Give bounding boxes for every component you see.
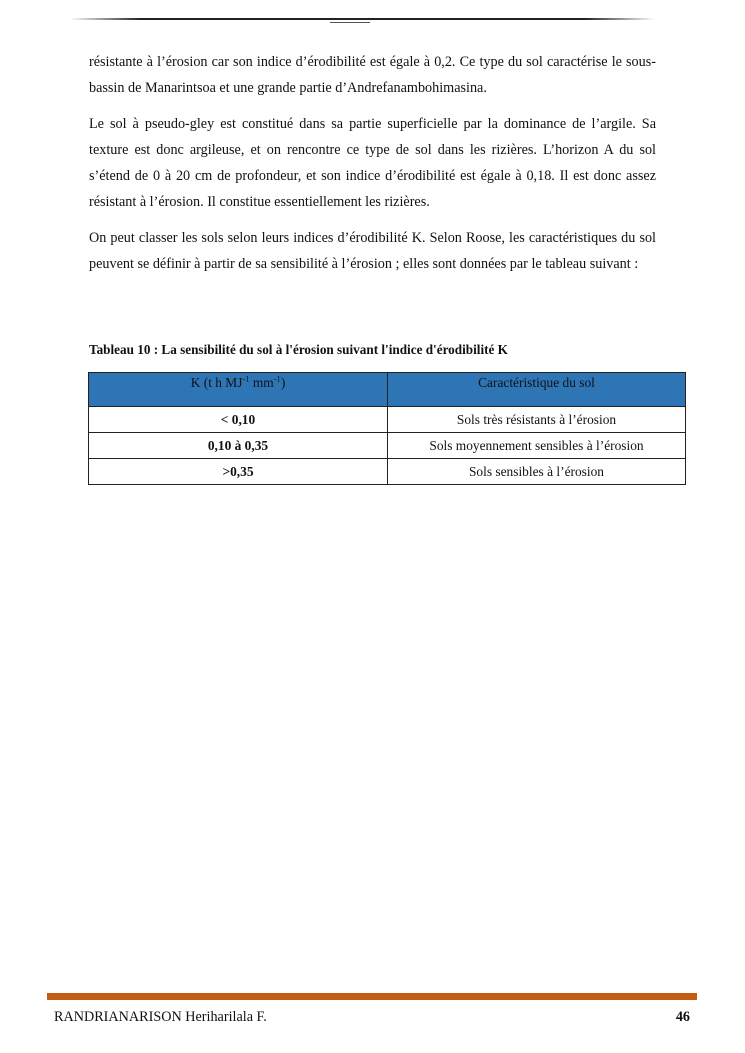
characteristic-cell: Sols moyennement sensibles à l’érosion (388, 433, 686, 459)
table-row (89, 433, 686, 459)
characteristic-cell: Sols sensibles à l’érosion (388, 459, 686, 485)
k-value-cell: 0,10 à 0,35 (89, 433, 388, 459)
header-k: K (t h $MJ^{-1}$ $mm^{-1}$) (89, 373, 388, 407)
footer-author: RANDRIANARISON Heriharilala F. (54, 1009, 267, 1025)
paragraph: Le sol à pseudo-gley est constitué dans sa partie superficielle par la dominance de l’argile. Sa texture est donc argileuse, et on rencontre ce type de sol dans les rizières. L’horizon A du sol s’étend de 0 à 20 cm de profondeur, et son indice d’érodibilité est égale à 0,18. Il est donc assez résistant à l’érosion. Il constitue essentiellement les rizières. (89, 116, 656, 210)
k-value-cell: >0,35 (89, 459, 388, 485)
paragraph: résistante à l’érosion car son indice d’érodibilité est égale à 0,2. Ce type du sol caractérise le sous-bassin de Manarintsoa et une grande partie d’Andrefanambohimasina. (89, 54, 656, 96)
characteristic-cell: Sols très résistants à l’érosion (388, 407, 686, 433)
erodibility-table (88, 372, 686, 485)
page-number: 46 (675, 1009, 690, 1025)
table-caption: Tableau 10 : La sensibilité du sol à l'érosion suivant l'indice d'érodibilité K (89, 342, 508, 357)
table-row (89, 459, 686, 485)
k-value-cell: < 0,10 (89, 407, 388, 433)
header-rule (70, 18, 655, 20)
footer-bar (47, 993, 697, 1000)
table-header-row (89, 373, 686, 407)
header-rule-accent (330, 22, 370, 23)
body-text (89, 49, 656, 287)
table-row (89, 407, 686, 433)
paragraph: On peut classer les sols selon leurs indices d’érodibilité K. Selon Roose, les caractéristiques du sol peuvent se définir à partir de sa sensibilité à l’érosion ; elles sont données par le tableau suivant : (89, 230, 656, 272)
header-characteristic: Caractéristique du sol (388, 373, 686, 407)
